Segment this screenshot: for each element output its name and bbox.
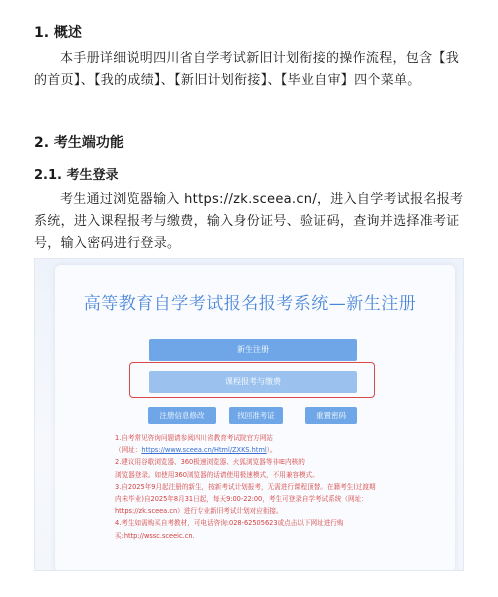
notice-text: ）。 [266,446,277,455]
notice-line: 浏览器登录。如使用360浏览器的话请使用极速模式，不用兼容模式。 [115,470,319,479]
course-fee-button[interactable]: 课程报考与缴费 [149,371,357,393]
section-2-1-heading: 2.1. 考生登录 [34,168,119,183]
find-admission-ticket-button[interactable]: 找回准考证 [229,407,283,424]
notice-line: 2.建议用谷歌浏览器、360极速浏览器、火狐浏览器等非IE内核的 [115,458,305,467]
section-2-heading: 2. 考生端功能 [34,135,124,151]
section-1-paragraph: 本手册详细说明四川省自学考试新旧计划衔接的操作流程，包含【我的首页】、【我的成绩】、【新旧计划衔接】、【毕业自审】四个菜单。 [34,51,460,88]
notice-text: （网址： [115,446,142,455]
section-1-heading: 1. 概述 [34,25,82,41]
sceea-link[interactable]: https://www.sceea.cn/Html/ZXKS.html [141,446,267,455]
new-student-register-button[interactable]: 新生注册 [149,339,357,361]
modify-registration-button[interactable]: 注册信息修改 [148,407,216,424]
notice-line: 买:http://wssc.sceeic.cn. [115,531,195,540]
system-title: 高等教育自学考试报名报考系统—新生注册 [83,294,417,314]
notice-list [115,432,395,542]
notice-line: https://zk.sceea.cn）进行专业新旧考试计划对应衔接。 [115,507,283,516]
notice-line [115,444,395,456]
notice-line: 4.考生如需购买自考教材，可电话咨询:028-62505623或点击以下网址进行购 [115,519,344,528]
notice-line: 3.自2025年9月起注册的新生，按新考试计划报考，无需进行课程顶替。在籍考生(过渡期 [115,482,376,491]
notice-line: 内未毕业)自2025年8月31日起，每天9:00-22:00，考生可登录自学考试系统（网址： [115,495,368,504]
notice-line: 1.自考常见咨询问题请参阅四川省教育考试院官方网站 [115,434,273,442]
section-2-1-paragraph: 考生通过浏览器输入 https://zk.sceea.cn/，进入自学考试报名报考系统，进入课程报考与缴费，输入身份证号、验证码，查询并选择准考证号，输入密码进行登录。 [34,192,464,251]
registration-system-screenshot [34,258,464,571]
reset-password-button[interactable]: 重置密码 [305,407,357,424]
